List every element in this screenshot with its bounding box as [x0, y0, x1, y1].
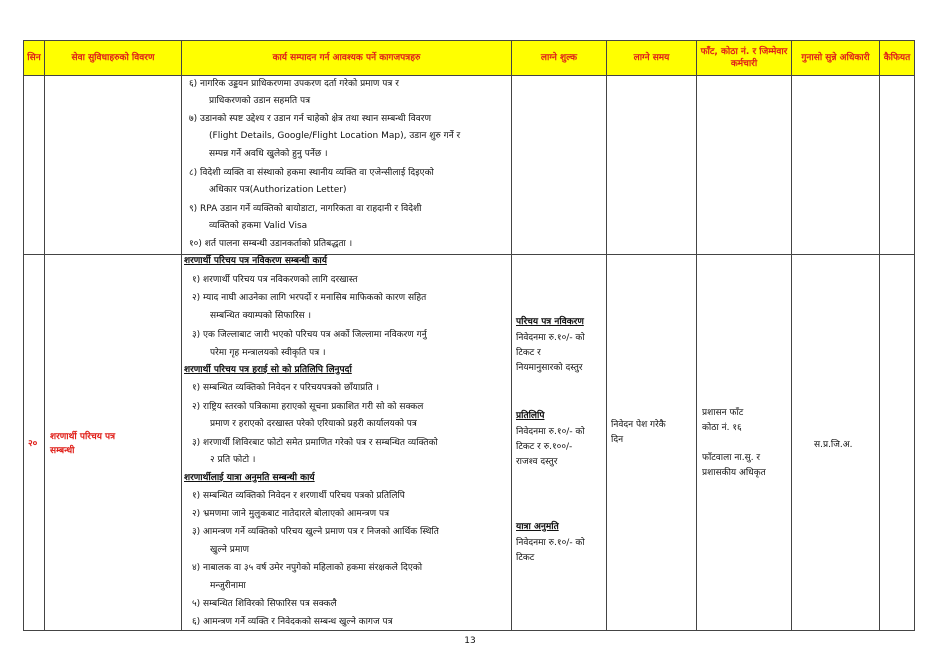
doc-item: १) सम्बन्धित व्यक्तिको निवेदन र परिचयपत्रको छाँयाप्रति । — [192, 383, 380, 393]
time-line: दिन — [611, 435, 624, 445]
doc-item: अधिकार पत्र(Authorization Letter) — [209, 185, 347, 195]
header-time: लाग्ने समय — [607, 41, 697, 75]
section-title: शरणार्थी परिचय पत्र नविकरण सम्बन्धी कार्य — [184, 256, 327, 266]
header-remarks: कैफियत — [880, 41, 914, 75]
doc-item: खुल्ने प्रमाण — [210, 545, 250, 555]
col-divider — [606, 75, 607, 630]
doc-item: ८) विदेशी व्यक्ति वा संस्थाको हकमा स्थानीय व्यक्ति वा एजेन्सीलाई दिइएको — [189, 168, 434, 178]
doc-item: २) भ्रमणमा जाने मुलुकबाट नातेदारले बोलाएको आमन्त्रण पत्र — [192, 509, 390, 519]
fee-line: राजश्व दस्तुर — [516, 457, 558, 467]
section-title: शरणार्थी परिचय पत्र हराई सो को प्रतिलिपि लिनुपर्दा — [184, 365, 352, 375]
doc-item: २) म्याद नाघी आउनेका लागि भरपर्दो र मनासिब माफिकको कारण सहित — [192, 293, 427, 303]
fee-title: परिचय पत्र नविकरण — [516, 317, 584, 327]
col-divider — [696, 75, 697, 630]
fee-line: निवेदनमा रु.१०/- को — [516, 538, 585, 548]
service-name: सम्बन्धी — [50, 446, 75, 456]
header-documents: कार्य सम्पादन गर्न आवश्यक पर्ने कागजपत्रहरु — [182, 41, 512, 75]
doc-item: ४) नाबालक वा ३५ वर्ष उमेर नपुगेको महिलाको हकमा संरक्षकले दिएको — [192, 563, 423, 573]
doc-item: प्रमाण र हराएको दरखास्त परेको एरियाको प्रहरी कार्यालयको पत्र — [210, 419, 417, 429]
table-header — [24, 41, 914, 76]
header-fee: लाग्ने शुल्क — [512, 41, 607, 75]
doc-item: ६) आमन्त्रण गर्ने व्यक्ति र निवेदकको सम्बन्ध खुल्ने कागज पत्र — [192, 617, 393, 627]
doc-item: ७) उडानको स्पष्ट उद्देश्य र उडान गर्न चाहेको क्षेत्र तथा स्थान सम्बन्धी विवरण — [189, 114, 431, 124]
doc-item: ३) एक जिल्लाबाट जारी भएको परिचय पत्र अर्को जिल्लामा नविकरण गर्नु — [192, 330, 427, 340]
doc-item: ६) नागरिक उड्डयन प्राधिकरणमा उपकरण दर्ता गरेको प्रमाण पत्र र — [189, 79, 399, 89]
doc-item: २ प्रति फोटो । — [210, 455, 256, 465]
fee-line: टिकट र — [516, 348, 541, 358]
doc-item: १) सम्बन्धित व्यक्तिको निवेदन र शरणार्थी परिचय पत्रको प्रतिलिपि — [192, 491, 405, 501]
col-divider — [44, 75, 45, 630]
header-officer: गुनासो सुन्ने अधिकारी — [792, 41, 880, 75]
col-divider — [879, 75, 880, 630]
service-table — [23, 40, 915, 631]
doc-item: सम्बन्धित क्याम्पको सिफारिस । — [210, 311, 312, 321]
doc-item: मन्जुरीनामा — [210, 581, 246, 591]
doc-item: १) शरणार्थी परिचय पत्र नविकरणको लागि दरखास्त — [192, 275, 358, 285]
header-desk: फाँट, कोठा नं. र जिम्मेवार कर्मचारी — [697, 41, 792, 75]
fee-line: टिकट र रु.१००/- — [516, 442, 573, 452]
page-number: 13 — [464, 636, 476, 646]
section-title: शरणार्थीलाई यात्रा अनुमति सम्बन्धी कार्य — [184, 473, 315, 483]
serial-number: २० — [28, 439, 38, 449]
fee-title: यात्रा अनुमति — [516, 522, 559, 532]
doc-item: व्यक्तिको हकमा Valid Visa — [209, 221, 308, 231]
desk-line: फाँटवाला ना.सु. र — [702, 453, 761, 463]
doc-item: प्राधिकरणको उडान सहमति पत्र — [209, 96, 311, 106]
time-line: निवेदन पेश गरेकै — [611, 420, 666, 430]
fee-line: निवेदनमा रु.१०/- को — [516, 427, 585, 437]
fee-title: प्रतिलिपि — [516, 411, 545, 421]
fee-line: नियमानुसारको दस्तुर — [516, 363, 583, 373]
header-service: सेवा सुविधाहरुको विवरण — [45, 41, 182, 75]
doc-item: १०) शर्त पालना सम्बन्धी उडानकर्ताको प्रतिबद्धता । — [189, 239, 353, 249]
header-sn: सिन — [24, 41, 45, 75]
doc-item: ३) शरणार्थी शिविरबाट फोटो समेत प्रमाणित गरेको पत्र र सम्बन्धित व्यक्तिको — [192, 438, 438, 448]
desk-line: कोठा नं. १६ — [702, 423, 742, 433]
col-divider — [791, 75, 792, 630]
fee-line: टिकट — [516, 553, 535, 563]
row-divider — [24, 254, 914, 255]
doc-item: ९) RPA उडान गर्ने व्यक्तिको बायोडाटा, नागरिकता वा राहदानी र विदेशी — [189, 204, 422, 214]
service-name: शरणार्थी परिचय पत्र — [50, 432, 116, 442]
doc-item: (Flight Details, Google/Flight Location Map), उडान शुरु गर्ने र — [209, 131, 461, 141]
doc-item: २) राष्ट्रिय स्तरको पत्रिकामा हराएको सूचना प्रकाशित गरी सो को सक्कल — [192, 402, 424, 412]
grievance-officer: स.प्र.जि.अ. — [814, 440, 853, 450]
fee-line: निवेदनमा रु.१०/- को — [516, 333, 585, 343]
doc-item: ३) आमन्त्रण गर्ने व्यक्तिको परिचय खुल्ने प्रमाण पत्र र निजको आर्थिक स्थिति — [192, 527, 439, 537]
desk-line: प्रशासन फाँट — [702, 408, 744, 418]
desk-line: प्रशासकीय अधिकृत — [702, 468, 766, 478]
doc-item: सम्पन्न गर्ने अवधि खुलेको हुनु पर्नेछ । — [209, 149, 328, 159]
col-divider — [181, 75, 182, 630]
col-divider — [511, 75, 512, 630]
doc-item: ५) सम्बन्धित शिविरको सिफारिस पत्र सक्कलै — [192, 599, 337, 609]
doc-item: परेमा गृह मन्त्रालयको स्वीकृति पत्र । — [210, 348, 326, 358]
